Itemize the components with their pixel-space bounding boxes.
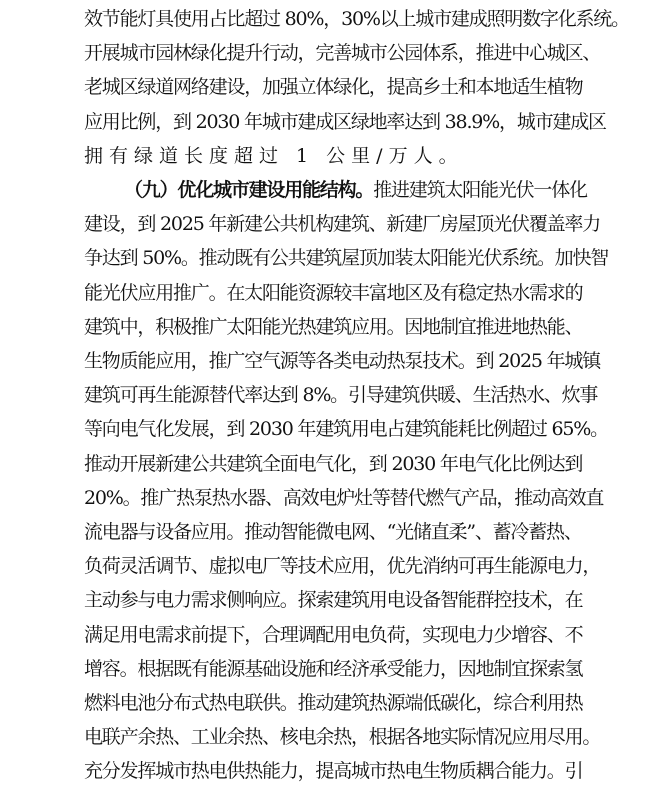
line-text: 等向电气化发展，到 2030 年建筑用电占建筑能耗比例超过 65%。 (84, 418, 608, 441)
text-line (84, 141, 651, 171)
text-line (84, 449, 651, 479)
line-text: 开展城市园林绿化提升行动，完善城市公园体系，推进中心城区、 (84, 42, 601, 65)
text-line (84, 654, 651, 684)
text-line (84, 483, 651, 513)
text-line (84, 209, 651, 239)
text-line (84, 722, 651, 752)
line-text: 生物质能应用，推广空气源等各类电动热泵技术。到 2025 年城镇 (84, 350, 601, 372)
text-line (84, 756, 651, 786)
line-text: 建筑可再生能源替代率达到 8%。引导建筑供暖、生活热水、炊事 (84, 384, 598, 407)
text-line (84, 517, 651, 547)
section-heading: （九）优化城市建设用能结构。 (124, 179, 374, 201)
text-line (84, 38, 651, 68)
line-text: 建设，到 2025 年新建公共机构建筑、新建厂房屋顶光伏覆盖率力 (84, 213, 601, 236)
line-text: 充分发挥城市热电供热能力，提高城市热电生物质耦合能力。引 (84, 760, 583, 783)
text-line (84, 380, 651, 410)
line-text: 增容。根据既有能源基础设施和经济承受能力，因地制宜探索氢 (84, 657, 583, 680)
line-text: 争达到 50%。推动既有公共建筑屋顶加装太阳能光伏系统。加快智 (84, 247, 609, 270)
line-text: 效节能灯具使用占比超过 80%，30%以上城市建成照明数字化系统。 (84, 8, 629, 30)
text-line (84, 346, 651, 376)
text-line (84, 620, 651, 650)
line-text: 负荷灵活调节、虚拟电厂等技术应用，优先消纳可再生能源电力， (84, 555, 601, 578)
text-line (84, 585, 651, 615)
line-text: 推动开展新建公共建筑全面电气化，到 2030 年电气化比例达到 (84, 452, 583, 475)
line-text: 应用比例，到 2030 年城市建成区绿地率达到 38.9%，城市建成区 (84, 110, 606, 133)
line-text: 20%。推广热泵热水器、高效电炉灶等替代燃气产品，推动高效直 (84, 486, 604, 509)
line-text: 建筑中，积极推广太阳能光热建筑应用。因地制宜推进地热能、 (84, 315, 583, 338)
line-text: 老城区绿道网络建设，加强立体绿化，提高乡土和本地适生植物 (84, 76, 583, 99)
text-line (84, 243, 651, 273)
line-text: 燃料电池分布式热电联供。推动建筑热源端低碳化，综合利用热 (84, 692, 583, 714)
text-line (84, 72, 651, 102)
line-text: 电联产余热、工业余热、核电余热，根据各地实际情况应用尽用。 (84, 726, 601, 749)
text-line (84, 414, 651, 444)
paragraph-heading-line (124, 175, 651, 205)
text-line (84, 312, 651, 342)
text-line (84, 688, 651, 718)
line-text: 推进建筑太阳能光伏一体化 (373, 179, 587, 201)
text-line (84, 4, 651, 34)
text-line (84, 551, 651, 581)
line-text: 主动参与电力需求侧响应。探索建筑用电设备智能群控技术，在 (84, 589, 583, 612)
line-text: 流电器与设备应用。推动智能微电网、“光储直柔”、蓄冷蓄热、 (84, 521, 582, 543)
text-line (84, 278, 651, 308)
line-text: 满足用电需求前提下，合理调配用电负荷，实现电力少增容、不 (84, 623, 583, 646)
text-line (84, 107, 651, 137)
line-text: 拥有绿道长度超过 1 公里/万人。 (84, 144, 464, 167)
line-text: 能光伏应用推广。在太阳能资源较丰富地区及有稳定热水需求的 (84, 281, 583, 304)
